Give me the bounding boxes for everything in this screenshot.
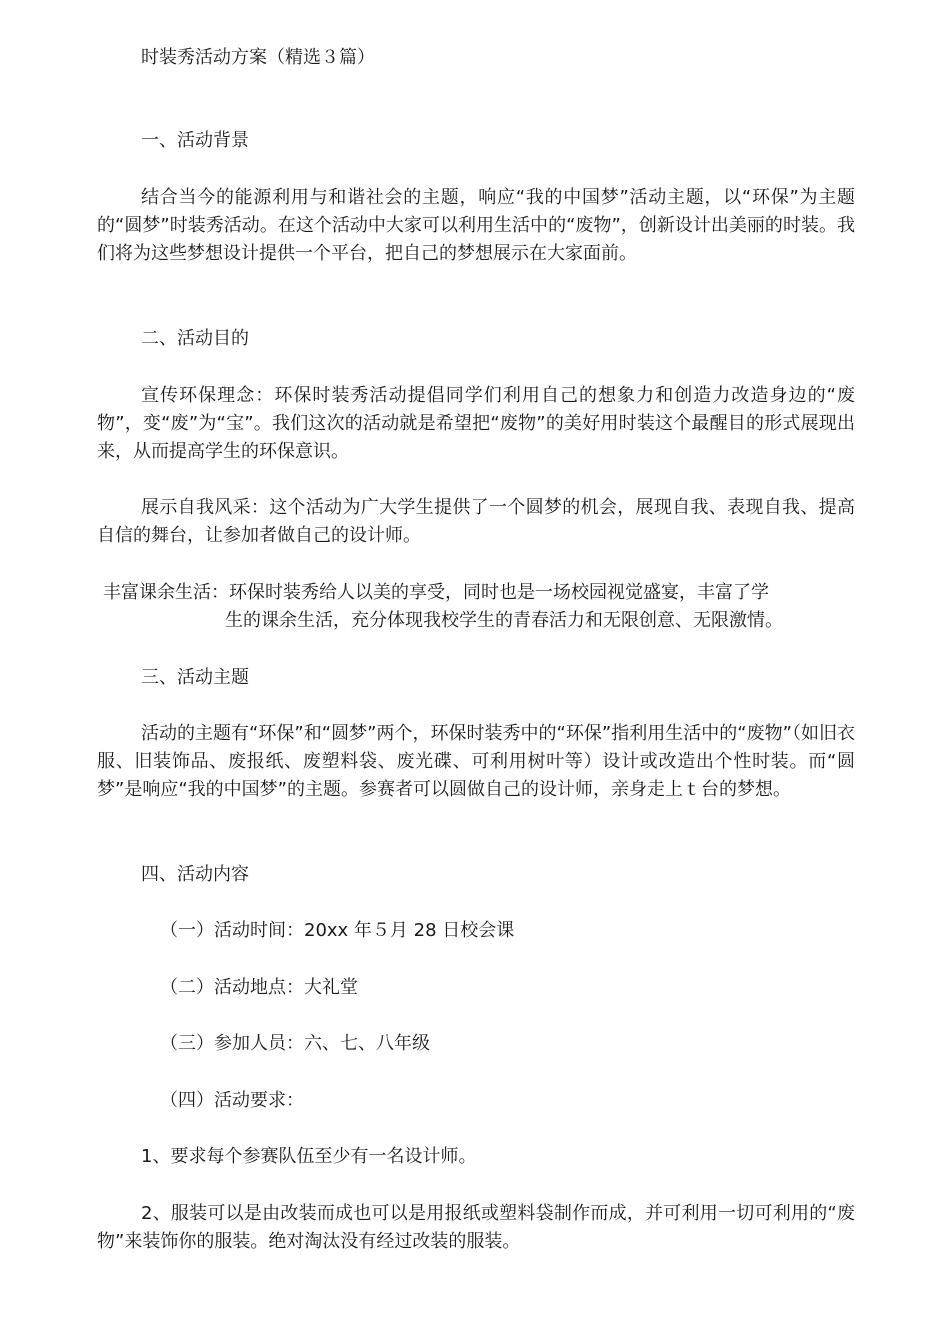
paragraph-theme: 活动的主题有“环保”和“圆梦”两个，环保时装秀中的“环保”指利用生活中的“废物”（如旧衣服、旧装饰品、废报纸、废塑料袋、废光碟、可利用树叶等）设计或改造出个性时装。而“圆梦”是响应“我的中国梦”的主题。参赛者可以圆做自己的设计师，亲身走上ｔ台的梦想。 — [97, 723, 855, 800]
paragraph-enrich-life-line2: 生的课余生活，充分体现我校学生的青春活力和无限创意、无限激情。 — [225, 610, 783, 631]
list-item-time: （一）活动时间：20xx 年５月 28 日校会课 — [160, 920, 515, 941]
paragraph-show-self: 展示自我风采：这个活动为广大学生提供了一个圆梦的机会，展现自我、表现自我、提高自信的舞台，让参加者做自己的设计师。 — [97, 497, 855, 546]
requirement-1: 1、要求每个参赛队伍至少有一名设计师。 — [141, 1146, 477, 1167]
list-item-requirements: （四）活动要求： — [160, 1090, 304, 1111]
paragraph-enrich-life-line1: 丰富课余生活：环保时装秀给人以美的享受，同时也是一场校园视觉盛宴，丰富了学 — [103, 582, 769, 603]
paragraph-background: 结合当今的能源利用与和谐社会的主题，响应“我的中国梦”活动主题，以“环保”为主题的“圆梦”时装秀活动。在这个活动中大家可以利用生活中的“废物”，创新设计出美丽的时装。我们将为这些梦想设计提供一个平台，把自己的梦想展示在大家面前。 — [97, 187, 855, 264]
requirement-2: 2、服装可以是由改装而成也可以是用报纸或塑料袋制作而成，并可利用一切可利用的“废物”来装饰你的服装。绝对淘汰没有经过改装的服装。 — [97, 1203, 855, 1252]
section-heading-purpose: 二、活动目的 — [141, 328, 249, 349]
section-heading-content: 四、活动内容 — [141, 864, 249, 885]
section-heading-background: 一、活动背景 — [141, 130, 249, 151]
document-title: 时装秀活动方案（精选３篇） — [141, 47, 375, 68]
list-item-participants: （三）参加人员：六、七、八年级 — [160, 1033, 430, 1054]
section-heading-theme: 三、活动主题 — [141, 667, 249, 688]
list-item-location: （二）活动地点：大礼堂 — [160, 977, 358, 998]
paragraph-promote-environment: 宣传环保理念：环保时装秀活动提倡同学们利用自己的想象力和创造力改造身边的“废物”，变“废”为“宝”。我们这次的活动就是希望把“废物”的美好用时装这个最醒目的形式展现出来，从而提高学生的环保意识。 — [97, 385, 855, 462]
